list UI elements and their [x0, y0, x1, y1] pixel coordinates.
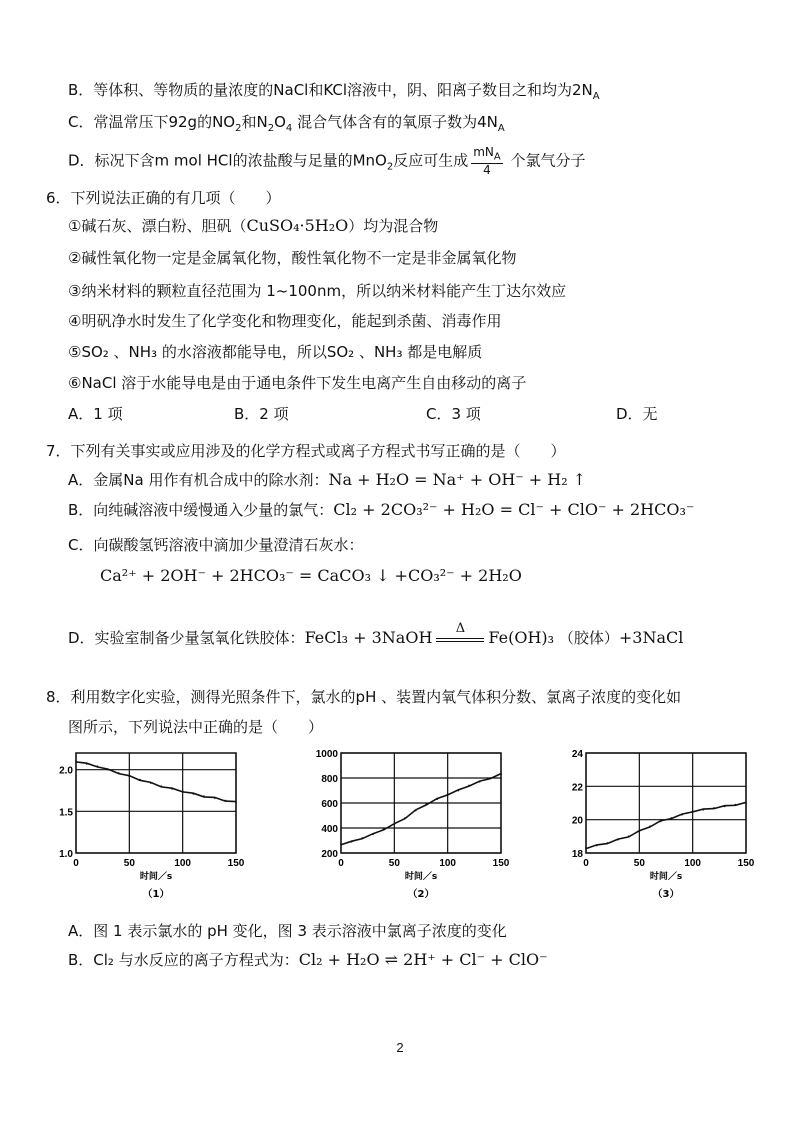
series-line	[341, 774, 501, 845]
chart-caption: （3）	[652, 889, 680, 900]
x-tick-label: 50	[633, 858, 645, 869]
data-point	[436, 798, 438, 800]
q7-d-equation-product: Fe(OH)₃	[488, 628, 555, 647]
x-tick-label: 100	[174, 858, 192, 869]
q6-s1-text-a: ①碱石灰、漂白粉、胆矾（	[68, 217, 247, 235]
q6-statement-3: ③纳米材料的颗粒直径范围为 1~100nm，所以纳米材料能产生丁达尔效应	[68, 282, 567, 300]
x-axis-label: 时间／s	[139, 872, 173, 882]
q6-option-b: B．2 项	[234, 405, 289, 423]
data-point	[203, 795, 205, 797]
q7-option-c-equation: Ca²⁺ + 2OH⁻ + 2HCO₃⁻ = CaCO₃ ↓ +CO₃²⁻ + 2H₂O	[100, 566, 522, 585]
q6-statement-4: ④明矾净水时发生了化学变化和物理变化，能起到杀菌、消毒作用	[68, 312, 502, 330]
x-tick-label: 0	[583, 858, 589, 869]
chart-caption: （1）	[142, 889, 170, 900]
data-point	[393, 823, 395, 825]
q7-option-b	[68, 500, 694, 520]
q5-option-d	[68, 146, 586, 178]
q5-d-frac-top-sub: A	[493, 151, 501, 163]
data-point	[468, 785, 470, 787]
q6-option-d: D．无	[616, 405, 658, 423]
data-point	[479, 781, 481, 783]
data-point	[182, 790, 184, 792]
data-point	[447, 793, 449, 795]
data-point	[670, 817, 672, 819]
chart-2	[295, 745, 515, 905]
chart-2-svg	[295, 745, 515, 905]
q5-c-part2: 和N	[241, 113, 268, 131]
y-tick-label: 600	[321, 799, 338, 810]
q7-option-a	[68, 470, 586, 490]
data-point	[692, 810, 694, 812]
chart-1	[30, 745, 250, 905]
data-point	[340, 843, 342, 845]
data-point	[118, 772, 120, 774]
data-point	[585, 847, 587, 849]
x-tick-label: 50	[123, 858, 135, 869]
q7-d-delta: Δ	[455, 620, 466, 636]
q6-statement-2: ②碱性氧化物一定是金属氧化物，酸性氧化物不一定是非金属氧化物	[68, 249, 517, 267]
q8-option-b	[68, 950, 548, 970]
data-point	[489, 777, 491, 779]
data-point	[713, 807, 715, 809]
x-axis-label: 时间／s	[404, 872, 438, 882]
data-point	[128, 775, 130, 777]
data-point	[702, 809, 704, 811]
q5-c-sub4: A	[497, 123, 505, 134]
q5-d-part2: 反应可生成	[393, 151, 469, 170]
y-tick-label: 2.0	[59, 765, 73, 777]
y-tick-label: 20	[571, 815, 583, 827]
q7-d-text: D．实验室制备少量氢氧化铁胶体：	[68, 629, 305, 647]
data-point	[160, 785, 162, 787]
q7-d-equation-rest: +3NaCl	[618, 628, 684, 647]
data-point	[372, 833, 374, 835]
y-tick-label: 1000	[315, 749, 338, 760]
data-point	[500, 773, 502, 775]
data-point	[617, 839, 619, 841]
data-point	[214, 797, 216, 799]
q5-d-frac-bot: 4	[483, 163, 491, 178]
data-point	[404, 817, 406, 819]
data-point	[192, 793, 194, 795]
data-point	[96, 765, 98, 767]
data-point	[457, 790, 459, 792]
chart-1-svg	[30, 745, 250, 905]
y-tick-label: 200	[321, 849, 338, 860]
q8-b-equation: Cl₂ + H₂O ⇌ 2H⁺ + Cl⁻ + ClO⁻	[298, 950, 548, 969]
q8-stem-line2: 图所示，下列说法中正确的是（ ）	[68, 718, 324, 736]
y-tick-label: 400	[321, 824, 338, 835]
series-line	[586, 802, 746, 848]
q5-d-frac-top: mN	[473, 145, 494, 159]
q5-option-b-sub: A	[592, 91, 600, 102]
q7-d-equation-lhs: FeCl₃ + 3NaOH	[304, 628, 433, 647]
y-tick-label: 1.5	[59, 807, 73, 819]
y-tick-label: 1.0	[59, 849, 73, 860]
x-tick-label: 150	[227, 858, 245, 869]
q5-d-part3: 个氯气分子	[505, 151, 586, 170]
q7-b-text: B．向纯碱溶液中缓慢通入少量的氯气：	[68, 501, 334, 519]
x-tick-label: 100	[684, 858, 702, 869]
q6-statement-5: ⑤SO₂ 、NH₃ 的水溶液都能导电，所以SO₂ 、NH₃ 都是电解质	[68, 343, 483, 361]
q5-c-sub3: 4	[285, 123, 293, 134]
q5-d-part1: D．标况下含m mol HCl的浓盐酸与足量的MnO	[68, 151, 387, 170]
data-point	[596, 845, 598, 847]
data-point	[139, 779, 141, 781]
data-point	[745, 802, 747, 804]
data-point	[224, 800, 226, 802]
data-point	[235, 801, 237, 803]
data-point	[86, 763, 88, 765]
x-tick-label: 0	[73, 858, 79, 869]
q7-a-equation: Na + H₂O = Na⁺ + OH⁻ + H₂ ↑	[328, 470, 587, 489]
q7-d-colloid: （胶体）	[558, 629, 619, 647]
data-point	[724, 805, 726, 807]
data-point	[351, 841, 353, 843]
y-tick-label: 800	[321, 774, 338, 785]
x-tick-label: 100	[439, 858, 457, 869]
q7-option-d	[68, 620, 684, 649]
q5-c-part3: O	[274, 113, 286, 131]
q5-d-fraction	[471, 146, 503, 176]
data-point	[638, 830, 640, 832]
q6-option-c: C．3 项	[426, 405, 481, 423]
data-point	[361, 837, 363, 839]
q5-d-sub1: 2	[386, 161, 394, 173]
q6-stem: 6．下列说法正确的有几项（ ）	[46, 189, 281, 207]
data-point	[150, 782, 152, 784]
data-point	[734, 804, 736, 806]
data-point	[660, 820, 662, 822]
q6-s1-formula: CuSO₄·5H₂O	[246, 216, 349, 235]
q5-option-b-text: B．等体积、等物质的量浓度的NaCl和KCl溶液中，阴、阳离子数目之和均为2N	[68, 81, 593, 99]
x-tick-label: 50	[388, 858, 400, 869]
data-point	[171, 788, 173, 790]
data-point	[425, 803, 427, 805]
data-point	[628, 835, 630, 837]
q5-c-sub1: 2	[235, 123, 242, 134]
x-tick-label: 0	[338, 858, 344, 869]
q8-stem-line1: 8．利用数字化实验，测得光照条件下，氯水的pH 、装置内氧气体积分数、氯离子浓度的变化如	[46, 688, 682, 706]
q5-option-b	[68, 80, 600, 107]
chart-3-svg	[540, 745, 760, 905]
chart-3	[540, 745, 760, 905]
q7-option-c-text: C．向碳酸氢钙溶液中滴加少量澄清石灰水：	[68, 536, 364, 554]
x-axis-label: 时间／s	[649, 872, 683, 882]
q7-d-heat-arrow	[432, 620, 488, 649]
q5-c-sub2: 2	[267, 123, 275, 134]
q6-s1-text-b: ）均为混合物	[348, 217, 439, 235]
q5-c-part4: 混合气体含有的氧原子数为4N	[292, 113, 498, 131]
q7-b-equation: Cl₂ + 2CO₃²⁻ + H₂O = Cl⁻ + ClO⁻ + 2HCO₃⁻	[333, 500, 695, 519]
q8-option-a: A．图 1 表示氯水的 pH 变化，图 3 表示溶液中氯离子浓度的变化	[68, 922, 507, 940]
q7-a-text: A．金属Na 用作有机合成中的除水剂：	[68, 471, 329, 489]
page-number: 2	[396, 1040, 404, 1055]
q6-option-a: A．1 项	[68, 405, 123, 423]
data-point	[75, 760, 77, 762]
q7-stem: 7．下列有关事实或应用涉及的化学方程式或离子方程式书写正确的是（ ）	[46, 442, 566, 460]
data-point	[107, 769, 109, 771]
chart-caption: （2）	[407, 889, 435, 900]
data-point	[606, 842, 608, 844]
plot-frame	[586, 753, 746, 853]
data-point	[681, 814, 683, 816]
q6-statement-1	[68, 216, 438, 236]
x-tick-label: 150	[737, 858, 755, 869]
q6-statement-6: ⑥NaCl 溶于水能导电是由于通电条件下发生电离产生自由移动的离子	[68, 374, 527, 392]
y-tick-label: 22	[571, 782, 583, 794]
q5-option-c	[68, 112, 505, 139]
x-tick-label: 150	[492, 858, 510, 869]
data-point	[649, 825, 651, 827]
q5-c-part1: C．常温常压下92g的NO	[68, 113, 236, 131]
data-point	[415, 810, 417, 812]
series-line	[76, 762, 236, 802]
q8-b-text: B．Cl₂ 与水反应的离子方程式为：	[68, 951, 299, 969]
data-point	[383, 828, 385, 830]
y-tick-label: 24	[571, 749, 583, 760]
y-tick-label: 18	[571, 849, 583, 860]
